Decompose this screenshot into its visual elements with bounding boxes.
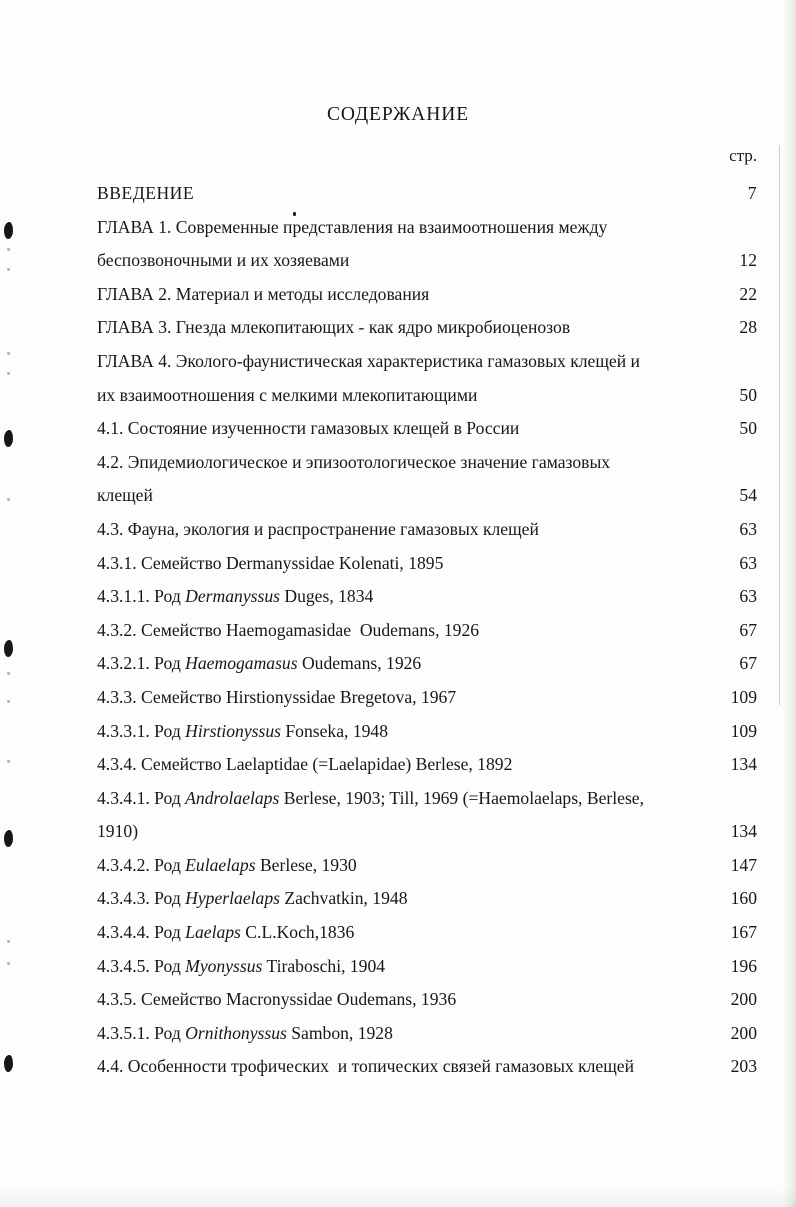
toc-entry-line: 4.3.4.2. Род Eulaelaps Berlese, 1930 147 (97, 849, 757, 883)
margin-speck (4, 430, 13, 447)
page-title: СОДЕРЖАНИЕ (326, 104, 470, 125)
margin-dust (7, 760, 10, 763)
toc-entry-line: 4.2. Эпидемиологическое и эпизоотологическое значение гамазовых (97, 451, 611, 472)
margin-dust (7, 498, 10, 501)
toc-entry-line: 4.3.5.1. Род Ornithonyssus Sambon, 1928 200 (97, 1017, 757, 1051)
toc-page-number: 134 (730, 754, 757, 775)
toc-page-number: 7 (747, 183, 757, 203)
toc-page-number: 22 (739, 283, 757, 304)
toc-entry-line: 4.3.1. Семейство Dermanyssidae Kolenati, 1895 63 (97, 547, 757, 581)
toc-entry-line: 4.3.4. Семейство Laelaptidae (=Laelapidae) Berlese, 1892 134 (97, 748, 757, 782)
toc-entry (97, 177, 757, 211)
margin-speck (4, 1055, 13, 1072)
toc-page-number: 109 (730, 686, 757, 707)
toc-entry (97, 647, 757, 681)
toc-entry-line: 4.3.1.1. Род Dermanyssus Duges, 1834 63 (97, 580, 757, 614)
margin-dust (7, 248, 10, 251)
toc-entry-line: 4.3.4.1. Род Androlaelaps Berlese, 1903; Till, 1969 (=Haemolaelaps, Berlese, (97, 787, 644, 808)
toc-entry (97, 345, 757, 412)
toc-page-number: 109 (730, 720, 757, 741)
margin-dust (7, 352, 10, 355)
toc-page-number: 134 (730, 821, 757, 842)
margin-dust (7, 962, 10, 965)
toc-entry-line: 4.3.2.1. Род Haemogamasus Oudemans, 1926 67 (97, 647, 757, 681)
toc-entry (97, 278, 757, 312)
toc-entry-line: 1910) 134 (97, 815, 757, 849)
margin-dust (7, 672, 10, 675)
margin-dust (7, 700, 10, 703)
toc-page-number: 28 (739, 317, 757, 338)
margin-speck (4, 640, 13, 657)
toc-entry-line: 4.3.3. Семейство Hirstionyssidae Bregetova, 1967 109 (97, 681, 757, 715)
toc-entry (97, 446, 757, 513)
toc-page-number: 12 (739, 250, 757, 271)
toc-entry (97, 950, 757, 984)
margin-speck (4, 222, 13, 239)
toc-entry-line: 4.1. Состояние изученности гамазовых клещей в России 50 (97, 412, 757, 446)
table-of-contents (97, 177, 757, 1084)
toc-entry-line: ГЛАВА 1. Современные представления на взаимоотношения между (97, 216, 608, 237)
toc-page-number: 160 (730, 888, 757, 909)
toc-entry (97, 849, 757, 883)
toc-entry-line: 4.3.3.1. Род Hirstionyssus Fonseka, 1948 109 (97, 715, 757, 749)
toc-entry-line: ГЛАВА 2. Материал и методы исследования 22 (97, 278, 757, 312)
toc-page-number: 200 (730, 989, 757, 1010)
toc-entry (97, 1050, 757, 1084)
toc-entry-line: 4.3. Фауна, экология и распространение гамазовых клещей 63 (97, 513, 757, 547)
toc-entry (97, 916, 757, 950)
toc-page-number: 54 (739, 485, 757, 506)
toc-page-number: 50 (739, 384, 757, 405)
toc-entry-line: ГЛАВА 3. Гнезда млекопитающих - как ядро микробиоценозов 28 (97, 311, 757, 345)
scan-edge-shading (782, 0, 796, 1207)
scan-edge-bottom-shading (0, 1187, 796, 1207)
toc-entry-line: клещей 54 (97, 479, 757, 513)
toc-entry-line: 4.3.4.4. Род Laelaps C.L.Koch,1836 167 (97, 916, 757, 950)
toc-entry (97, 614, 757, 648)
toc-entry-line: 4.3.2. Семейство Haemogamasidae Oudemans, 1926 67 (97, 614, 757, 648)
toc-entry-line: 4.3.4.3. Род Hyperlaelaps Zachvatkin, 1948 160 (97, 882, 757, 916)
toc-entry (97, 715, 757, 749)
toc-page-number: 200 (730, 1022, 757, 1043)
toc-entry-line: 4.3.4.5. Род Myonyssus Tiraboschi, 1904 196 (97, 950, 757, 984)
toc-page-number: 147 (730, 854, 757, 875)
margin-dust (7, 268, 10, 271)
toc-entry (97, 580, 757, 614)
toc-entry (97, 513, 757, 547)
toc-page-number: 63 (739, 586, 757, 607)
toc-page-number: 67 (739, 653, 757, 674)
toc-entry-line: ВВЕДЕНИЕ 7 (97, 177, 757, 211)
margin-dust (7, 940, 10, 943)
toc-entry (97, 681, 757, 715)
toc-entry-line: их взаимоотношения с мелкими млекопитающими 50 (97, 379, 757, 413)
toc-entry-line: беспозвоночными и их хозяевами 12 (97, 244, 757, 278)
toc-entry (97, 412, 757, 446)
toc-page-number: 63 (739, 552, 757, 573)
margin-speck (4, 830, 13, 847)
margin-dust (7, 372, 10, 375)
toc-entry (97, 211, 757, 278)
toc-page-number: 63 (739, 518, 757, 539)
toc-entry (97, 1017, 757, 1051)
toc-page-number: 167 (730, 922, 757, 943)
toc-page-number: 203 (730, 1056, 757, 1077)
toc-entry (97, 983, 757, 1017)
toc-page-number: 196 (730, 955, 757, 976)
scan-edge-line (779, 145, 780, 705)
toc-entry-line: 4.3.5. Семейство Macronyssidae Oudemans, 1936 200 (97, 983, 757, 1017)
toc-entry (97, 311, 757, 345)
toc-entry (97, 782, 757, 849)
toc-entry-line: 4.4. Особенности трофических и топических связей гамазовых клещей 203 (97, 1050, 757, 1084)
toc-entry (97, 882, 757, 916)
toc-entry-line: ГЛАВА 4. Эколого-фаунистическая характеристика гамазовых клещей и (97, 350, 640, 371)
toc-entry (97, 547, 757, 581)
toc-page-number: 67 (739, 619, 757, 640)
toc-entry (97, 748, 757, 782)
toc-page-number: 50 (739, 418, 757, 439)
page-number-column-header: стр. (729, 146, 757, 165)
